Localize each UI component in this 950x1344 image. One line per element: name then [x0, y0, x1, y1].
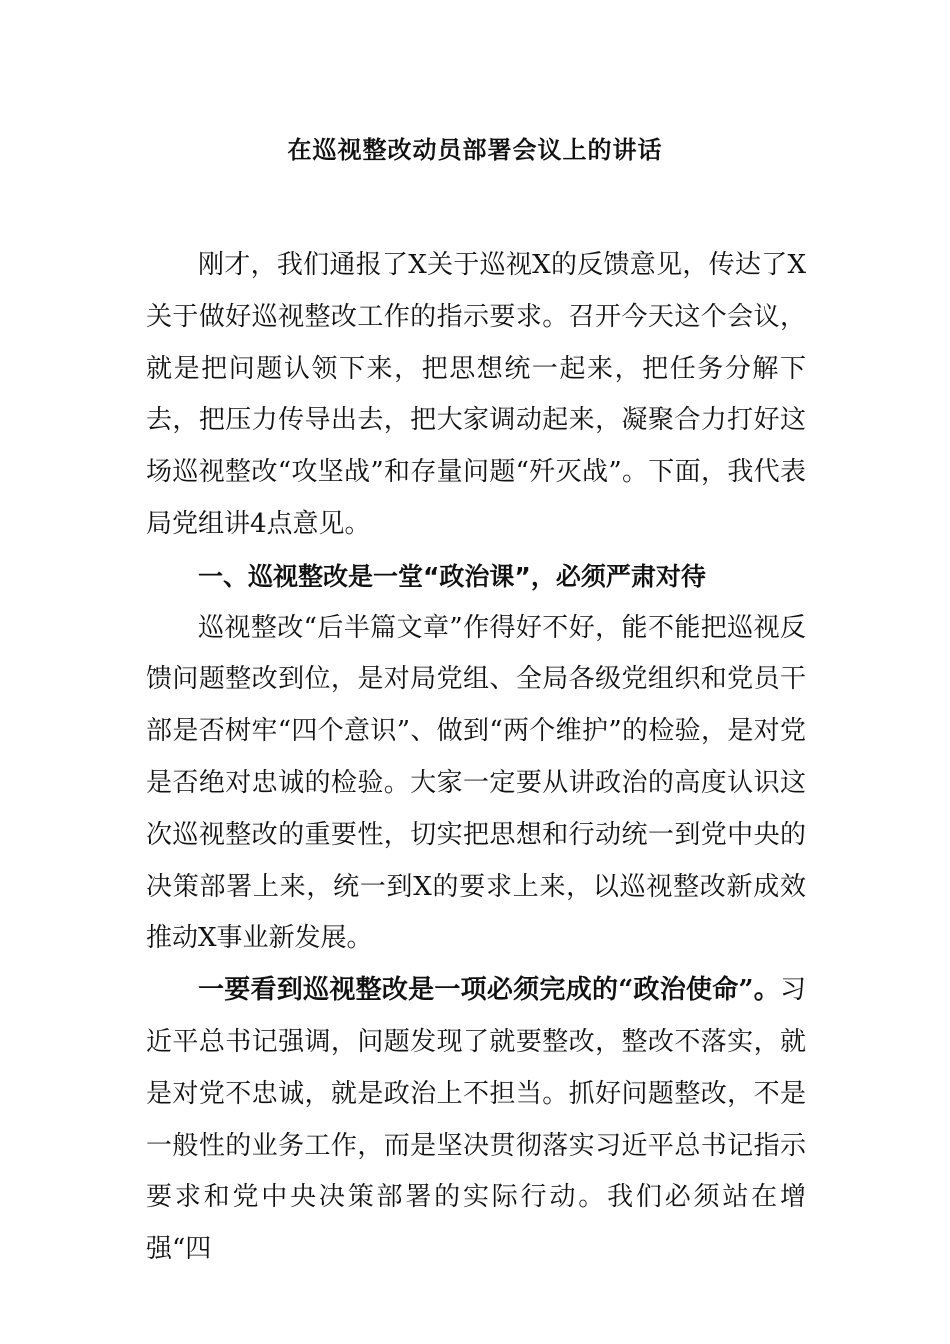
section-1-paragraph: 巡视整改“后半篇文章”作得好不好，能不能把巡视反馈问题整改到位，是对局党组、全局各级党组织和党员干部是否树牢“四个意识”、做到“两个维护”的检验，是对党是否绝对忠诚的检验。大家一定要从讲政治的高度认识这次巡视整改的重要性，切实把思想和行动统一到党中央的决策部署上来，统一到X的要求上来，以巡视整改新成效推动X事业新发展。	[146, 612, 806, 954]
opening-paragraph: 刚才，我们通报了X关于巡视X的反馈意见，传达了X关于做好巡视整改工作的指示要求。召开今天这个会议，就是把问题认领下来，把思想统一起来，把任务分解下去，把压力传导出去，把大家调动起来，凝聚合力打好这场巡视整改“攻坚战”和存量问题“歼灭战”。下面，我代表局党组讲4点意见。	[146, 250, 806, 539]
point-1-text: 习近平总书记强调，问题发现了就要整改，整改不落实，就是对党不忠诚，就是政治上不担当。抓好问题整改，不是一般性的业务工作，而是坚决贯彻落实习近平总书记指示要求和党中央决策部署的实际行动。我们必须站在增强“四	[146, 975, 806, 1265]
section-heading-1: 一、巡视整改是一堂“政治课”，必须严肃对待	[198, 561, 706, 591]
document-title: 在巡视整改动员部署会议上的讲话	[287, 136, 663, 164]
point-1-paragraph	[146, 965, 806, 1276]
point-1-lead: 一要看到巡视整改是一项必须完成的“政治使命”。	[198, 975, 780, 1006]
document-body	[146, 240, 806, 1276]
